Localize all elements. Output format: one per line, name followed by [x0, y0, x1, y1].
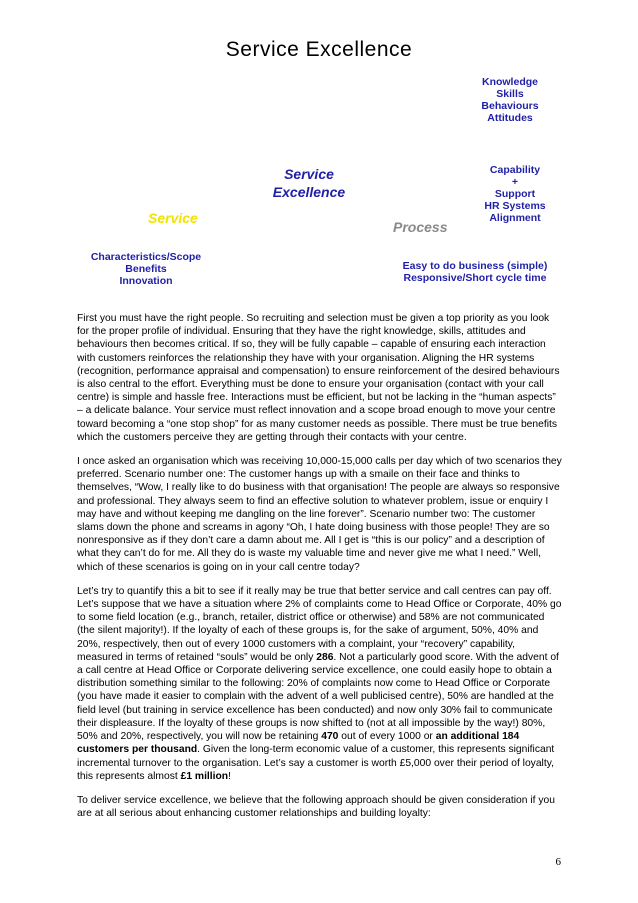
paragraph	[77, 312, 563, 444]
capability-line: +	[511, 176, 519, 188]
knowledge-line: Attitudes	[487, 112, 533, 124]
text-run: I once asked an organisation which was receiving 10,000-15,000 calls per day which of two scenarios they preferred. Scenario number one: The customer hangs up with a smaile on their face and thinks to themselves, “Wow, I really like to do business with that organisation! The people are always so responsive and professional. They always seem to find an effective solution to whatever problem, issue or enquiry I may have and without keeping me dangling on the line forever”. Scenario number two: The customer slams down the phone and screams in agony “Oh, I hate doing business with those people! They are so nonresponsive as if they don’t care a damn about me. All I get is “this is our policy” and a description of what they can’t do for me. All they do is waste my valuable time and never give me what I need.” Well, which of these scenarios is going on in your call centre today?	[77, 456, 562, 573]
process-label: Process	[393, 219, 448, 235]
paragraph	[77, 585, 563, 783]
paragraph	[77, 794, 563, 820]
process-attribute: Easy to do business (simple)	[402, 260, 548, 272]
text-run: . Not a particularly good score. With the advent of a call centre at Head Office or Corporate delivering service excellence, one could easily hope to obtain a distribution something similar to the following: 20% of complaints now come to Head Office or Corporate (you have made it easier to complain with the advent of a well publicised centre), 50% are handled at the field level (but training in service excellence has been conducted) and now only 30% fail to communicate their displeasure. If the loyalty of these groups is now shifted to (not at all impossible by the way!) 80%, 50% and 20%, respectively, you will now be retaining	[77, 651, 559, 743]
center-line: Excellence	[272, 184, 346, 200]
process-attributes	[370, 260, 580, 284]
capability-line: HR Systems	[484, 200, 546, 212]
capability-line: Support	[494, 188, 536, 200]
text-run: . Given the long-term economic value of a customer, this represents significant incremental turnover to the organisation. Let’s say a customer is worth £5,000 over their period of loyalty, this represents almost	[77, 744, 555, 782]
capability-block	[465, 164, 565, 224]
body-text	[77, 312, 563, 831]
text-run: First you must have the right people. So recruiting and selection must be given a top priority as you look for the proper profile of individual. Ensuring that they have the right knowledge, skills, attitudes and behaviours then becomes critical. If so, they will be fully capable – capable of ensuring each interaction with customers reinforces the relationship they have with your organisation. Aligning the HR systems (recognition, performance appraisal and compensation) to ensure reinforcement of the desired behaviours is also central to the effort. Everything must be done to ensure your organisation (contact with your call centre) is simple and hassle free. Interactions must be efficient, but not be lacking in the “human aspects” – a delicate balance. Your service must reflect innovation and a scope broad enough to move your centre toward becoming a “one stop shop” for as many customer needs as possible. There must be true benefits which the customers perceive they are getting through their contacts with your centre.	[77, 313, 560, 443]
page-number: 6	[555, 856, 561, 868]
page-title: Service Excellence	[225, 38, 413, 61]
center-label	[248, 165, 370, 201]
service-attribute: Benefits	[125, 263, 167, 275]
knowledge-line: Behaviours	[481, 100, 539, 112]
service-attribute: Characteristics/Scope	[90, 251, 202, 263]
paragraph	[77, 455, 563, 574]
knowledge-line: Skills	[496, 88, 524, 100]
service-label: Service	[148, 210, 198, 226]
text-run: !	[228, 770, 231, 782]
text-run: To deliver service excellence, we believe that the following approach should be given consideration if you are at all serious about enhancing customer relationships and building loyalty:	[77, 794, 555, 820]
bold-text: an additional 184 customers per thousand	[77, 731, 520, 756]
knowledge-line: Knowledge	[481, 76, 538, 88]
capability-line: Capability	[489, 164, 541, 176]
capability-line: Alignment	[489, 212, 541, 224]
bold-text: 286	[316, 651, 334, 663]
text-run: out of every 1000 or	[338, 731, 436, 743]
service-attributes	[66, 251, 226, 287]
process-attribute: Responsive/Short cycle time	[403, 272, 547, 284]
bold-text: £1 million	[180, 770, 229, 782]
center-line: Service	[284, 166, 334, 182]
knowledge-block	[460, 76, 560, 124]
text-run: Let’s try to quantify this a bit to see if it really may be true that better service and call centres can pay off. Let’s suppose that we have a situation where 2% of complaints come to Head Office or Corporate, 40% go to some field location (e.g., branch, retailer, district office or otherwise) and 58% are not communicated (the silent majority!). If the loyalty of each of these groups is, for the sake of argument, 50%, 40% and 20%, respectively, then out of every 1000 customers with a complaint, your “recovery” capability, measured in terms of retained “souls” would be only	[77, 585, 562, 663]
bold-text: 470	[321, 731, 339, 743]
service-attribute: Innovation	[119, 275, 173, 287]
